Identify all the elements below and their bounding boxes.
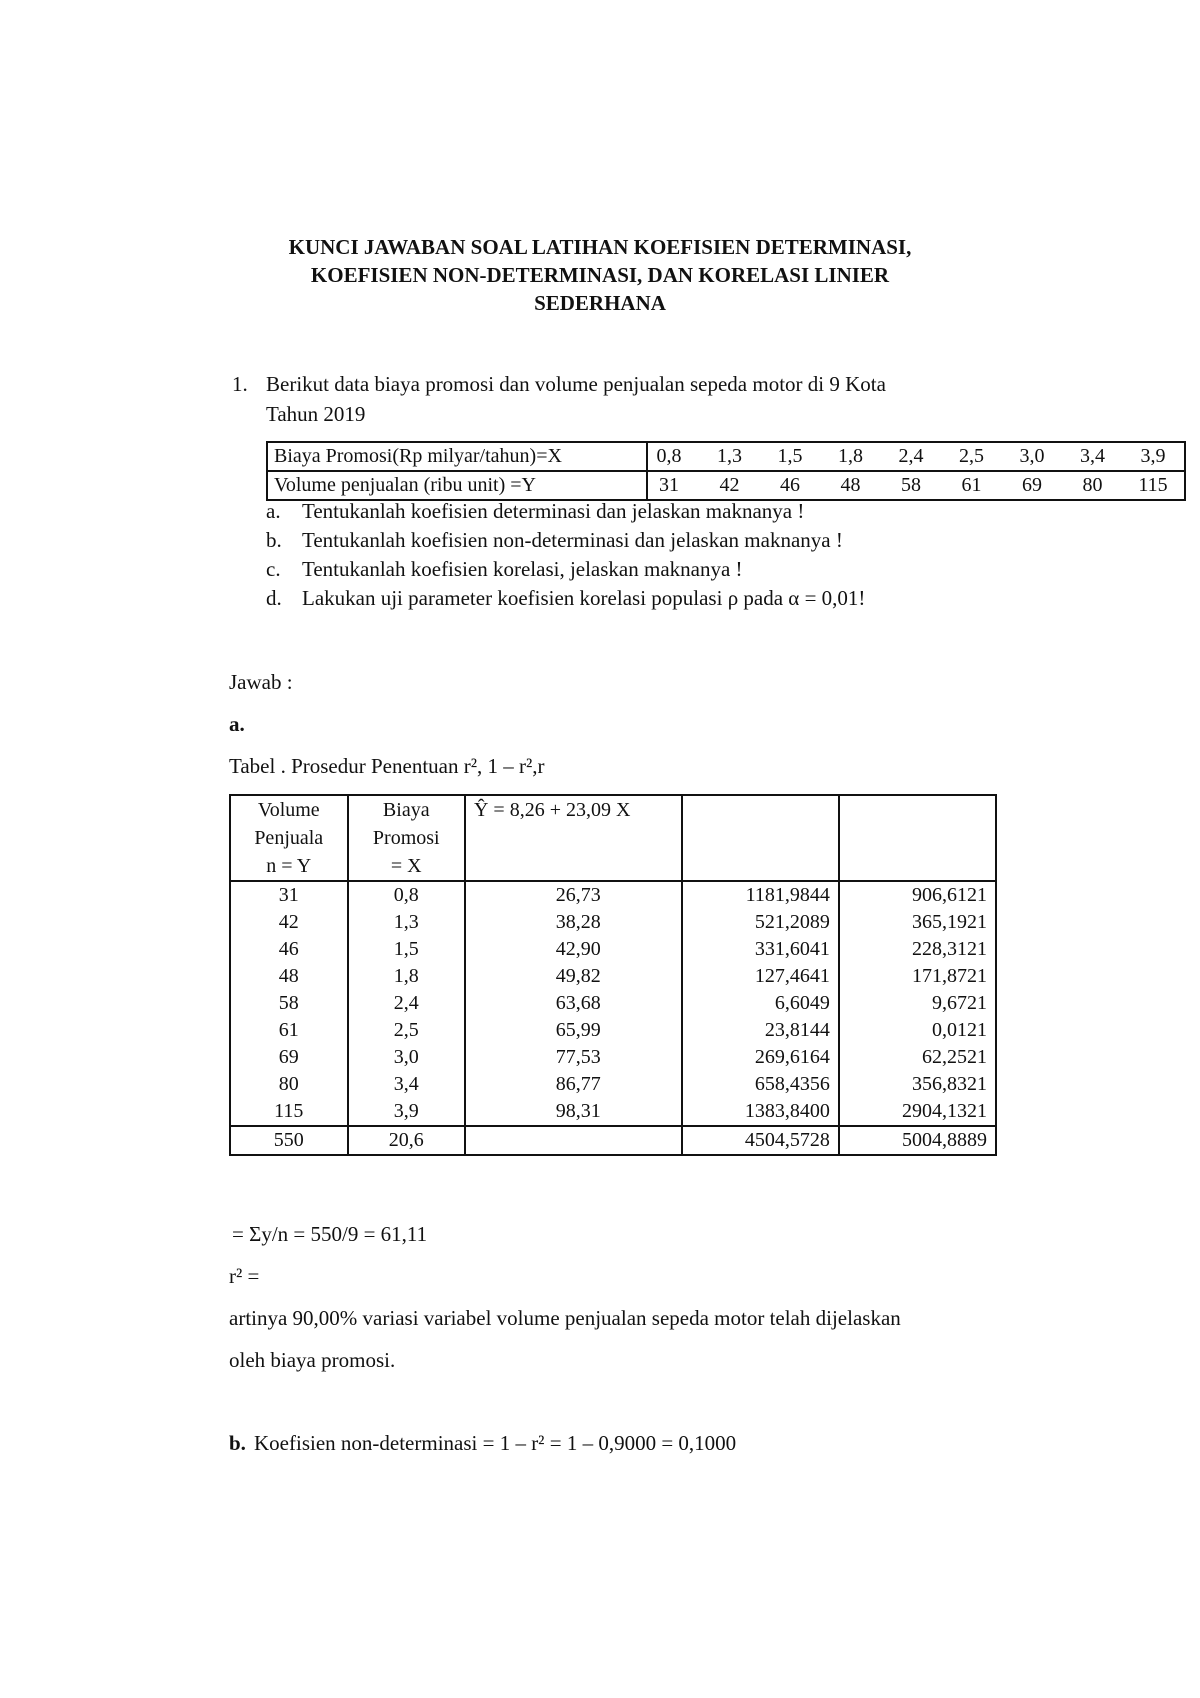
question-data-cell: 1,3 [717,445,742,467]
part-b-label: b. [229,1431,246,1455]
question-data-cell: 48 [840,474,861,496]
cell-col4: 1181,9844 [682,881,839,909]
question-data-cell: 31 [659,474,679,496]
question-data-cell: 3,4 [1080,445,1105,467]
question-data-cell: 115 [1138,474,1168,496]
table-row [230,1098,996,1126]
question-data-cell: 69 [1022,474,1042,496]
subquestion-label-d: d. [266,586,282,610]
subquestion-text-a: Tentukanlah koefisien determinasi dan jelaskan maknanya ! [302,499,805,523]
cell-x: 0,8 [348,881,465,909]
header-yhat: Ŷ = 8,26 + 23,09 X [465,795,682,881]
total-x: 20,6 [348,1126,465,1155]
cell-col5: 365,1921 [839,909,996,936]
cell-col5: 9,6721 [839,990,996,1017]
question-data-cell: 80 [1082,474,1103,496]
r2-formula: r² = [229,1264,260,1288]
meaning-line-1: artinya 90,00% variasi variabel volume penjualan sepeda motor telah dijelaskan [229,1306,901,1330]
answer-table-header-row [230,795,996,881]
cell-y: 58 [230,990,348,1017]
cell-col4: 23,8144 [682,1017,839,1044]
header-volume [230,795,348,881]
header-line: = X [390,855,422,877]
question-data-row-y [267,471,1185,500]
cell-yhat: 42,90 [465,936,682,963]
cell-x: 3,0 [348,1044,465,1071]
cell-yhat: 98,31 [465,1098,682,1126]
table-row [230,963,996,990]
header-line: Promosi [372,827,440,849]
cell-yhat: 65,99 [465,1017,682,1044]
part-b-text: Koefisien non-determinasi = 1 – r² = 1 – 0,9000 = 0,1000 [254,1431,737,1455]
cell-y: 80 [230,1071,348,1098]
header-col5 [839,795,996,881]
cell-y: 31 [230,881,348,909]
header-line: Biaya [382,799,430,821]
cell-yhat: 77,53 [465,1044,682,1071]
cell-col4: 1383,8400 [682,1098,839,1126]
question-data-cell: 3,9 [1140,445,1166,467]
cell-yhat: 49,82 [465,963,682,990]
question-data-cell: 61 [961,474,982,496]
question-data-cell: 58 [901,474,921,496]
cell-x: 3,9 [348,1098,465,1126]
table-total-row [230,1126,996,1155]
cell-col4: 127,4641 [682,963,839,990]
subquestion-text-c: Tentukanlah koefisien korelasi, jelaskan maknanya ! [302,557,743,581]
document-title-line-3: SEDERHANA [534,291,666,315]
total-y: 550 [230,1126,348,1155]
cell-col5: 62,2521 [839,1044,996,1071]
question-data-row-label: Biaya Promosi(Rp milyar/tahun)=X [267,442,647,471]
cell-y: 46 [230,936,348,963]
cell-col4: 658,4356 [682,1071,839,1098]
mean-formula: = Σy/n = 550/9 = 61,11 [232,1222,428,1246]
meaning-line-2: oleh biaya promosi. [229,1348,396,1372]
question-text-line-1: Berikut data biaya promosi dan volume penjualan sepeda motor di 9 Kota [266,372,886,396]
cell-col5: 171,8721 [839,963,996,990]
total-col4: 4504,5728 [682,1126,839,1155]
table-row [230,1017,996,1044]
question-data-cell: 2,4 [898,445,924,467]
jawab-label: Jawab : [229,670,293,694]
cell-col5: 228,3121 [839,936,996,963]
question-data-values [647,442,1185,471]
cell-col4: 521,2089 [682,909,839,936]
table-row [230,990,996,1017]
subquestion-label-c: c. [266,557,281,581]
cell-col4: 6,6049 [682,990,839,1017]
table-row [230,1071,996,1098]
question-data-cell: 46 [780,474,800,496]
header-line: n = Y [266,855,312,877]
question-data-cell: 42 [719,474,740,496]
cell-col4: 269,6164 [682,1044,839,1071]
total-yhat [465,1126,682,1155]
cell-x: 1,8 [348,963,465,990]
cell-y: 61 [230,1017,348,1044]
question-data-cell: 2,5 [959,445,984,467]
header-col4 [682,795,839,881]
question-data-table [266,441,1186,501]
cell-col5: 2904,1321 [839,1098,996,1126]
question-data-values [647,471,1185,500]
question-text-line-2: Tahun 2019 [266,402,366,426]
table-row [230,881,996,909]
table-row [230,936,996,963]
cell-y: 42 [230,909,348,936]
cell-x: 2,4 [348,990,465,1017]
cell-yhat: 26,73 [465,881,682,909]
total-col5: 5004,8889 [839,1126,996,1155]
question-data-cell: 0,8 [656,445,682,467]
subquestion-text-d: Lakukan uji parameter koefisien korelasi populasi ρ pada α = 0,01! [302,586,866,610]
cell-col5: 906,6121 [839,881,996,909]
document-title-line-2: KOEFISIEN NON-DETERMINASI, DAN KORELASI LINIER [310,263,890,287]
table-row [230,909,996,936]
header-biaya [348,795,465,881]
part-a-label: a. [229,712,245,736]
cell-col5: 356,8321 [839,1071,996,1098]
question-data-cell: 3,0 [1019,445,1045,467]
cell-yhat: 63,68 [465,990,682,1017]
answer-table [229,794,997,1156]
table-row [230,1044,996,1071]
document-title-line-1: KUNCI JAWABAN SOAL LATIHAN KOEFISIEN DETERMINASI, [288,235,912,259]
question-number: 1. [232,372,248,396]
cell-x: 2,5 [348,1017,465,1044]
question-data-cell: 1,5 [777,445,803,467]
header-line: Volume [257,799,320,821]
cell-y: 69 [230,1044,348,1071]
cell-yhat: 38,28 [465,909,682,936]
cell-col4: 331,6041 [682,936,839,963]
cell-x: 1,5 [348,936,465,963]
question-data-row-label: Volume penjualan (ribu unit) =Y [267,471,647,500]
subquestion-text-b: Tentukanlah koefisien non-determinasi dan jelaskan maknanya ! [302,528,843,552]
cell-y: 48 [230,963,348,990]
cell-yhat: 86,77 [465,1071,682,1098]
question-data-row-x [267,442,1185,471]
question-data-cell: 1,8 [838,445,863,467]
cell-y: 115 [230,1098,348,1126]
cell-x: 3,4 [348,1071,465,1098]
cell-col5: 0,0121 [839,1017,996,1044]
header-line: Penjuala [254,827,324,849]
table-caption: Tabel . Prosedur Penentuan r², 1 – r²,r [229,754,545,778]
cell-x: 1,3 [348,909,465,936]
subquestion-label-a: a. [266,499,281,523]
subquestion-label-b: b. [266,528,282,552]
